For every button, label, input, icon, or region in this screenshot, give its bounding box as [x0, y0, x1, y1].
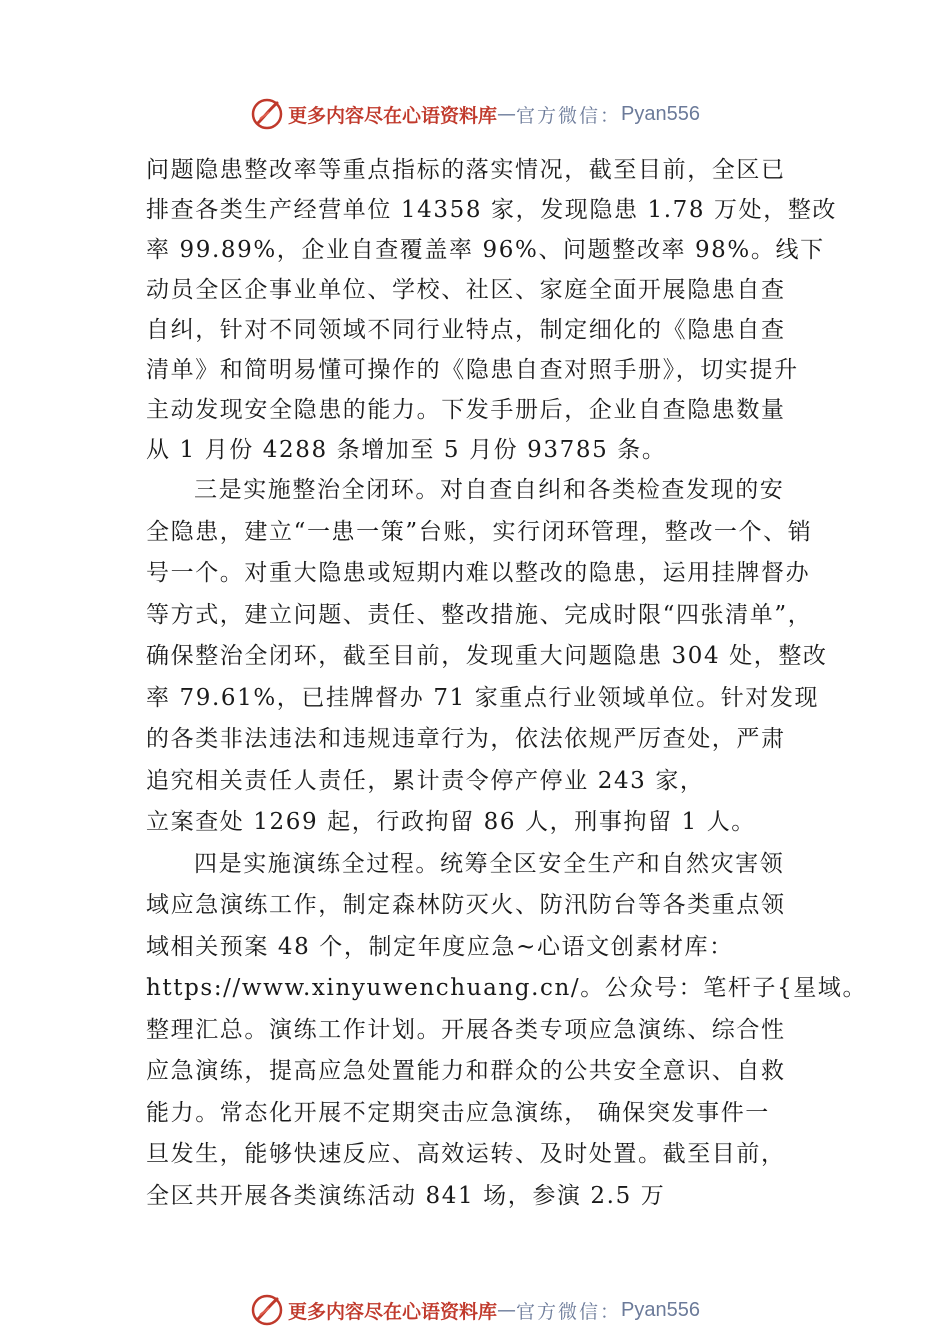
- text-line: 的各类非法违法和违规违章行为，依法依规严厉查处，严肃: [146, 726, 786, 752]
- text-line: 确保整治全闭环，截至目前，发现重大问题隐患 304 处，整改: [146, 643, 828, 669]
- text-line: 等方式，建立问题、责任、整改措施、完成时限“四张清单”，: [146, 601, 813, 628]
- text-line: 清单》和简明易懂可操作的《隐患自查对照手册》，切实提升: [146, 357, 799, 383]
- text-line: 能力。常态化开展不定期突击应急演练， 确保突发事件一: [146, 1099, 770, 1126]
- brush-logo-icon: [250, 97, 284, 131]
- text-line: 全区共开展各类演练活动 841 场，参演 2.5 万: [146, 1182, 666, 1209]
- banner-dash: —: [497, 103, 517, 125]
- text-line: 全隐患，建立“一患一策”台账，实行闭环管理，整改一个、销: [146, 518, 813, 545]
- text-line: 旦发生，能够快速反应、高效运转、及时处置。截至目前，: [146, 1141, 786, 1167]
- text-line: 率 79.61%，已挂牌督办 71 家重点行业领域单位。针对发现: [146, 684, 820, 711]
- brush-logo-icon: [250, 1293, 284, 1327]
- text-line: 自纠，针对不同领域不同行业特点，制定细化的《隐患自查: [146, 317, 786, 343]
- paragraph-start-line: 四是实施演练全过程。统筹全区安全生产和自然灾害领: [194, 850, 785, 877]
- wechat-id: Pyan556: [621, 1298, 700, 1321]
- text-line: https://www.xinyuwenchuang.cn/。公众号：笔杆子{星域。: [146, 975, 868, 1001]
- brand-text: 更多内容尽在心语资料库: [288, 104, 498, 127]
- footer-banner: [0, 1290, 950, 1330]
- text-line: 号一个。对重大隐患或短期内难以整改的隐患，运用挂牌督办: [146, 560, 811, 586]
- wechat-id: Pyan556: [621, 102, 700, 125]
- text-line: 应急演练，提高应急处置能力和群众的公共安全意识、自救: [146, 1058, 786, 1084]
- text-line: 整理汇总。演练工作计划。开展各类专项应急演练、综合性: [146, 1016, 786, 1043]
- text-line: 动员全区企事业单位、学校、社区、家庭全面开展隐患自查: [146, 277, 786, 303]
- brand-text: 更多内容尽在心语资料库: [288, 1300, 498, 1323]
- text-line: 排查各类生产经营单位 14358 家，发现隐患 1.78 万处，整改: [146, 197, 838, 223]
- banner-dash: —: [497, 1299, 517, 1321]
- text-line: 率 99.89%，企业自查覆盖率 96%、问题整改率 98%。线下: [146, 237, 825, 263]
- text-line: 主动发现安全隐患的能力。下发手册后，企业自查隐患数量: [146, 397, 786, 423]
- paragraph-start-line: 三是实施整治全闭环。对自查自纠和各类检查发现的安: [194, 477, 785, 503]
- text-line: 追究相关责任人责任，累计责令停产停业 243 家，: [146, 767, 705, 794]
- text-line: 问题隐患整改率等重点指标的落实情况，截至目前，全区已: [146, 157, 786, 183]
- text-line: 域应急演练工作，制定森林防灭火、防汛防台等各类重点领: [146, 892, 786, 918]
- text-line: 从 1 月份 4288 条增加至 5 月份 93785 条。: [146, 437, 667, 463]
- wechat-label: 官方微信：: [516, 104, 622, 127]
- text-line: 域相关预案 48 个，制定年度应急~心语文创素材库：: [146, 933, 734, 960]
- wechat-label: 官方微信：: [516, 1300, 622, 1323]
- header-banner: [0, 94, 950, 134]
- document-body: [146, 150, 868, 1217]
- text-line: 立案查处 1269 起，行政拘留 86 人，刑事拘留 1 人。: [146, 809, 756, 835]
